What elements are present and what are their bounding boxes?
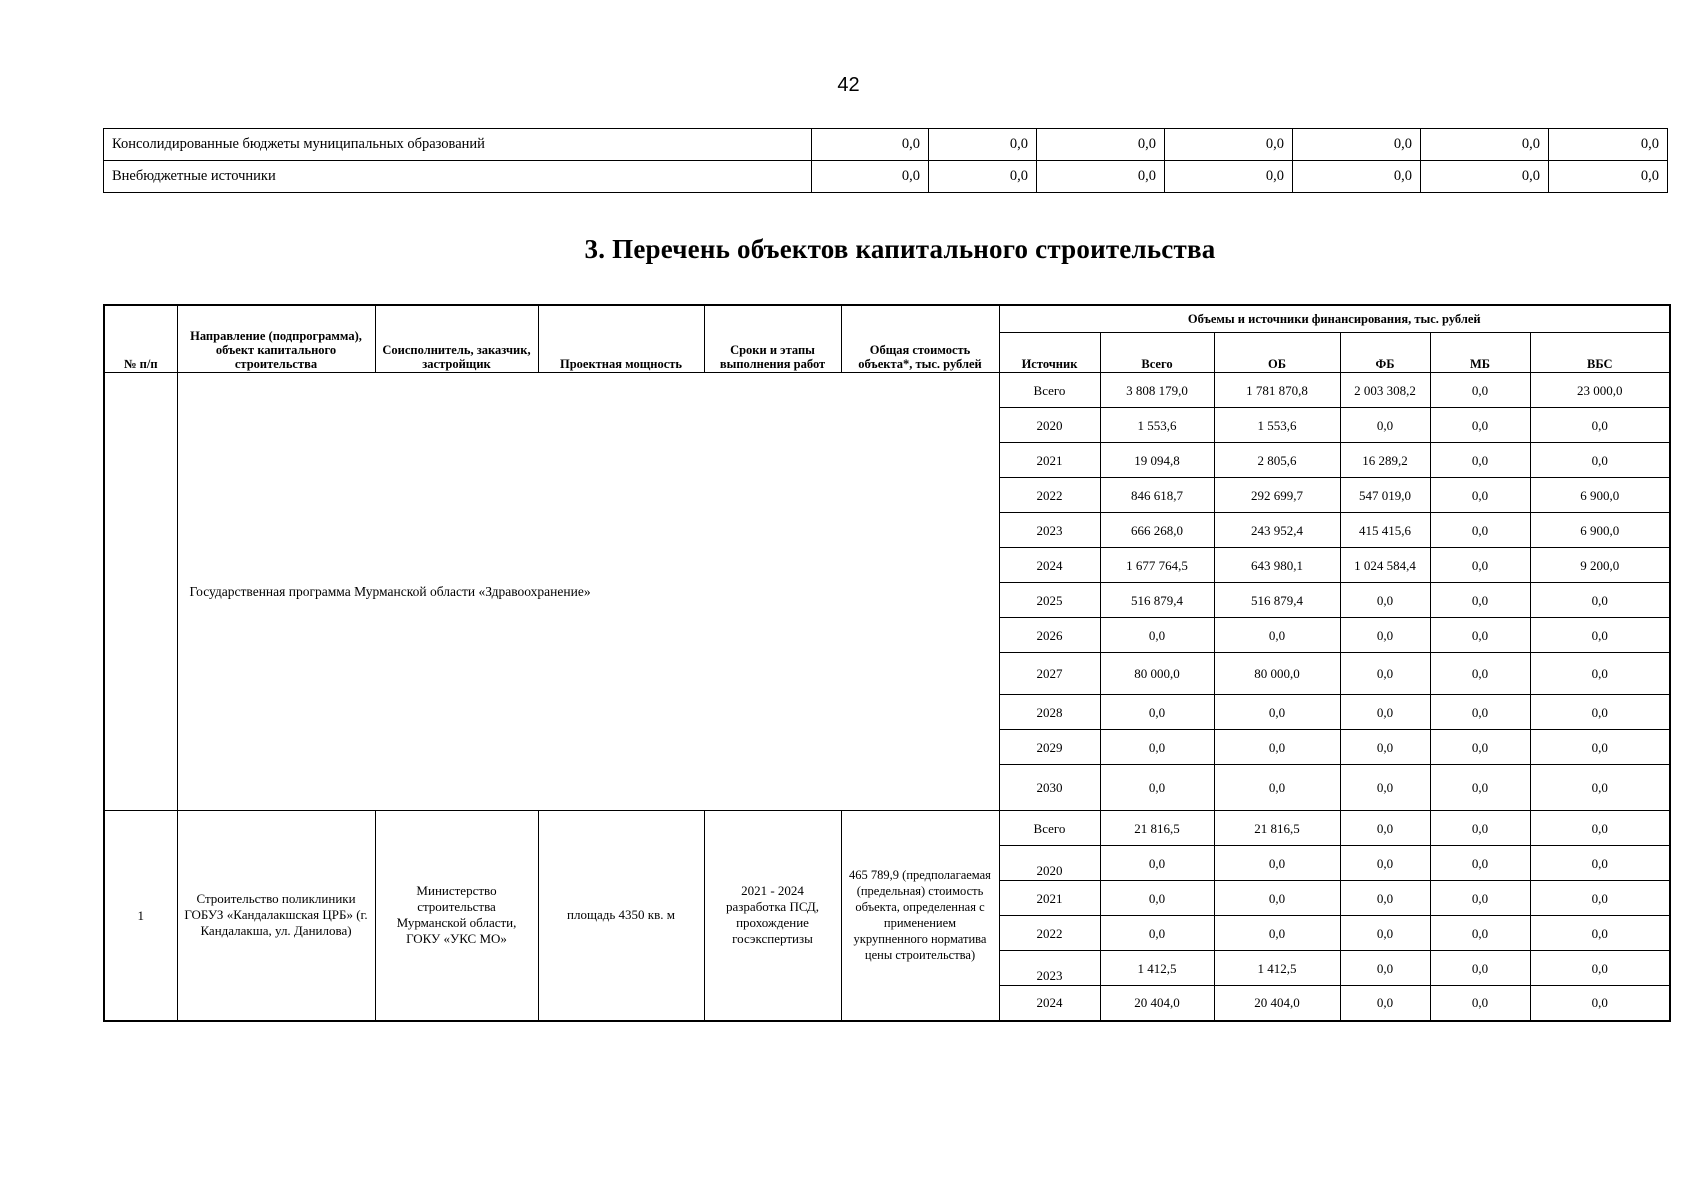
page-number: 42	[837, 74, 860, 96]
program-vbs-cell: 0,0	[1530, 583, 1670, 618]
header-capacity: Проектная мощность	[538, 305, 704, 373]
object-vbs-cell: 0,0	[1530, 846, 1670, 881]
object-vbs-cell: 0,0	[1530, 881, 1670, 916]
header-total-cost: Общая стоимость объекта*, тыс. рублей	[841, 305, 999, 373]
program-ob-cell: 80 000,0	[1214, 653, 1340, 695]
program-ob-cell: 1 781 870,8	[1214, 373, 1340, 408]
program-vbs-cell: 0,0	[1530, 730, 1670, 765]
header-ob: ОБ	[1214, 333, 1340, 373]
budget-value: 0,0	[1037, 129, 1165, 161]
object-source-cell: 2024	[999, 986, 1100, 1021]
budget-row-label: Консолидированные бюджеты муниципальных образований	[104, 129, 812, 161]
program-source-cell: Всего	[999, 373, 1100, 408]
object-total-cell: 0,0	[1100, 881, 1214, 916]
budget-row-label: Внебюджетные источники	[104, 161, 812, 193]
program-vbs-cell: 6 900,0	[1530, 478, 1670, 513]
object-fb-cell: 0,0	[1340, 811, 1430, 846]
program-fb-cell: 415 415,6	[1340, 513, 1430, 548]
program-name: Государственная программа Мурманской области «Здравоохранение»	[177, 373, 999, 811]
object-total-cell: 0,0	[1100, 846, 1214, 881]
program-mb-cell: 0,0	[1430, 373, 1530, 408]
header-num: № п/п	[104, 305, 177, 373]
program-ob-cell: 0,0	[1214, 730, 1340, 765]
object-ob-cell: 0,0	[1214, 916, 1340, 951]
program-total-cell: 0,0	[1100, 618, 1214, 653]
object-source-cell: Всего	[999, 811, 1100, 846]
program-ob-cell: 0,0	[1214, 695, 1340, 730]
program-row	[104, 373, 1670, 408]
program-vbs-cell: 0,0	[1530, 765, 1670, 811]
program-total-cell: 0,0	[1100, 695, 1214, 730]
program-mb-cell: 0,0	[1430, 583, 1530, 618]
program-vbs-cell: 9 200,0	[1530, 548, 1670, 583]
program-vbs-cell: 0,0	[1530, 695, 1670, 730]
object-num: 1	[104, 811, 177, 1021]
program-source-cell: 2028	[999, 695, 1100, 730]
budget-value: 0,0	[1549, 129, 1668, 161]
budget-value: 0,0	[1549, 161, 1668, 193]
object-mb-cell: 0,0	[1430, 986, 1530, 1021]
budget-value: 0,0	[1037, 161, 1165, 193]
program-source-cell: 2029	[999, 730, 1100, 765]
program-source-cell: 2024	[999, 548, 1100, 583]
program-total-cell: 1 677 764,5	[1100, 548, 1214, 583]
object-terms: 2021 - 2024 разработка ПСД, прохождение госэкспертизы	[704, 811, 841, 1021]
object-source-cell: 2021	[999, 881, 1100, 916]
program-total-cell: 666 268,0	[1100, 513, 1214, 548]
header-fb: ФБ	[1340, 333, 1430, 373]
program-total-cell: 0,0	[1100, 765, 1214, 811]
program-ob-cell: 516 879,4	[1214, 583, 1340, 618]
program-source-cell: 2026	[999, 618, 1100, 653]
program-source-cell: 2021	[999, 443, 1100, 478]
program-mb-cell: 0,0	[1430, 443, 1530, 478]
object-mb-cell: 0,0	[1430, 811, 1530, 846]
capital-construction-table	[103, 304, 1671, 1022]
program-ob-cell: 1 553,6	[1214, 408, 1340, 443]
header-coexecutor: Соисполнитель, заказчик, застройщик	[375, 305, 538, 373]
program-source-cell: 2030	[999, 765, 1100, 811]
program-fb-cell: 0,0	[1340, 765, 1430, 811]
program-ob-cell: 292 699,7	[1214, 478, 1340, 513]
program-source-cell: 2022	[999, 478, 1100, 513]
object-ob-cell: 1 412,5	[1214, 951, 1340, 986]
header-funding-group: Объемы и источники финансирования, тыс. рублей	[999, 305, 1670, 333]
budget-value: 0,0	[1165, 129, 1293, 161]
object-vbs-cell: 0,0	[1530, 951, 1670, 986]
program-vbs-cell: 0,0	[1530, 443, 1670, 478]
program-mb-cell: 0,0	[1430, 478, 1530, 513]
object-fb-cell: 0,0	[1340, 986, 1430, 1021]
budget-value: 0,0	[929, 161, 1037, 193]
program-fb-cell: 2 003 308,2	[1340, 373, 1430, 408]
program-total-cell: 846 618,7	[1100, 478, 1214, 513]
program-mb-cell: 0,0	[1430, 408, 1530, 443]
program-ob-cell: 0,0	[1214, 765, 1340, 811]
budget-value: 0,0	[812, 129, 929, 161]
program-fb-cell: 1 024 584,4	[1340, 548, 1430, 583]
budget-value: 0,0	[1421, 161, 1549, 193]
program-ob-cell: 243 952,4	[1214, 513, 1340, 548]
object-ob-cell: 0,0	[1214, 881, 1340, 916]
program-fb-cell: 0,0	[1340, 730, 1430, 765]
object-vbs-cell: 0,0	[1530, 986, 1670, 1021]
header-source: Источник	[999, 333, 1100, 373]
program-fb-cell: 0,0	[1340, 653, 1430, 695]
header-mb: МБ	[1430, 333, 1530, 373]
object-ob-cell: 20 404,0	[1214, 986, 1340, 1021]
program-total-cell: 0,0	[1100, 730, 1214, 765]
program-total-cell: 1 553,6	[1100, 408, 1214, 443]
object-vbs-cell: 0,0	[1530, 916, 1670, 951]
program-mb-cell: 0,0	[1430, 695, 1530, 730]
budget-value: 0,0	[1293, 161, 1421, 193]
program-vbs-cell: 0,0	[1530, 408, 1670, 443]
program-vbs-cell: 0,0	[1530, 653, 1670, 695]
object-vbs-cell: 0,0	[1530, 811, 1670, 846]
budget-value: 0,0	[929, 129, 1037, 161]
program-source-cell: 2020	[999, 408, 1100, 443]
program-vbs-cell: 6 900,0	[1530, 513, 1670, 548]
program-ob-cell: 643 980,1	[1214, 548, 1340, 583]
object-total-cell: 1 412,5	[1100, 951, 1214, 986]
program-mb-cell: 0,0	[1430, 548, 1530, 583]
object-row	[104, 811, 1670, 846]
program-source-cell: 2025	[999, 583, 1100, 618]
program-fb-cell: 0,0	[1340, 695, 1430, 730]
budget-summary-table	[103, 128, 1668, 193]
object-total-cell: 21 816,5	[1100, 811, 1214, 846]
program-fb-cell: 16 289,2	[1340, 443, 1430, 478]
budget-value: 0,0	[1165, 161, 1293, 193]
program-vbs-cell: 0,0	[1530, 618, 1670, 653]
program-source-cell: 2027	[999, 653, 1100, 695]
header-row-1	[104, 305, 1670, 333]
program-num	[104, 373, 177, 811]
program-mb-cell: 0,0	[1430, 765, 1530, 811]
program-source-cell: 2023	[999, 513, 1100, 548]
program-fb-cell: 547 019,0	[1340, 478, 1430, 513]
program-fb-cell: 0,0	[1340, 583, 1430, 618]
budget-row	[104, 129, 1668, 161]
object-source-cell: 2022	[999, 916, 1100, 951]
object-mb-cell: 0,0	[1430, 846, 1530, 881]
object-coexecutor: Министерство строительства Мурманской области, ГОКУ «УКС МО»	[375, 811, 538, 1021]
program-ob-cell: 0,0	[1214, 618, 1340, 653]
program-fb-cell: 0,0	[1340, 618, 1430, 653]
object-total-cell: 20 404,0	[1100, 986, 1214, 1021]
program-fb-cell: 0,0	[1340, 408, 1430, 443]
object-name: Строительство поликлиники ГОБУЗ «Кандалакшская ЦРБ» (г. Кандалакша, ул. Данилова)	[177, 811, 375, 1021]
program-total-cell: 516 879,4	[1100, 583, 1214, 618]
object-fb-cell: 0,0	[1340, 951, 1430, 986]
object-ob-cell: 21 816,5	[1214, 811, 1340, 846]
object-total-cell: 0,0	[1100, 916, 1214, 951]
object-mb-cell: 0,0	[1430, 881, 1530, 916]
program-mb-cell: 0,0	[1430, 513, 1530, 548]
budget-value: 0,0	[812, 161, 929, 193]
section-title: 3. Перечень объектов капитального строительства	[584, 234, 1216, 264]
program-total-cell: 3 808 179,0	[1100, 373, 1214, 408]
object-fb-cell: 0,0	[1340, 881, 1430, 916]
header-vbs: ВБС	[1530, 333, 1670, 373]
object-ob-cell: 0,0	[1214, 846, 1340, 881]
budget-value: 0,0	[1421, 129, 1549, 161]
program-total-cell: 80 000,0	[1100, 653, 1214, 695]
program-mb-cell: 0,0	[1430, 730, 1530, 765]
program-vbs-cell: 23 000,0	[1530, 373, 1670, 408]
program-mb-cell: 0,0	[1430, 618, 1530, 653]
object-source-cell: 2023	[999, 951, 1100, 986]
object-fb-cell: 0,0	[1340, 916, 1430, 951]
header-terms: Сроки и этапы выполнения работ	[704, 305, 841, 373]
object-mb-cell: 0,0	[1430, 916, 1530, 951]
header-total: Всего	[1100, 333, 1214, 373]
program-ob-cell: 2 805,6	[1214, 443, 1340, 478]
program-total-cell: 19 094,8	[1100, 443, 1214, 478]
object-source-cell: 2020	[999, 846, 1100, 881]
header-direction: Направление (подпрограмма), объект капитального строительства	[177, 305, 375, 373]
budget-row	[104, 161, 1668, 193]
program-mb-cell: 0,0	[1430, 653, 1530, 695]
object-fb-cell: 0,0	[1340, 846, 1430, 881]
object-capacity: площадь 4350 кв. м	[538, 811, 704, 1021]
object-mb-cell: 0,0	[1430, 951, 1530, 986]
budget-value: 0,0	[1293, 129, 1421, 161]
object-cost: 465 789,9 (предполагаемая (предельная) стоимость объекта, определенная с применением укрупненного норматива цены строительства)	[841, 811, 999, 1021]
